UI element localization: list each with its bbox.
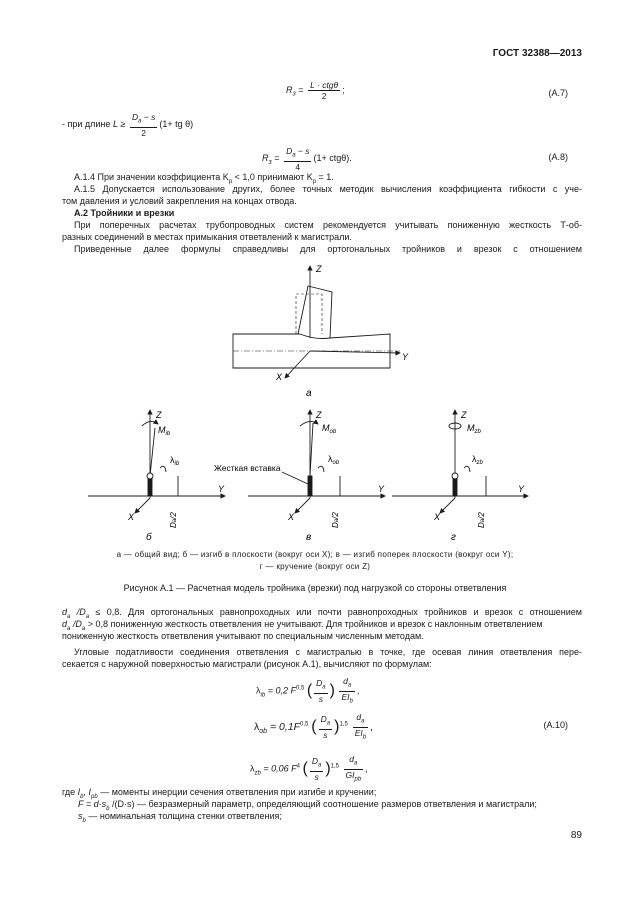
equation-number-a7: (A.7) xyxy=(548,88,568,98)
moment-ob-label: $M_{ob}$ xyxy=(322,423,337,435)
subfig-b-drawing xyxy=(88,410,225,513)
axis-z-label-v: Z xyxy=(316,410,322,420)
rigid-insert-label: Жесткая вставка xyxy=(214,463,281,473)
axis-x-label-g: X xyxy=(434,512,441,522)
para-a15-line2: том давления и условий закрепления на концах отвода. xyxy=(62,196,297,206)
axis-z-label-b: Z xyxy=(156,410,162,420)
axis-x-label-a: X xyxy=(276,372,283,382)
para-a14: А.1.4 При значении коэффициента $K_p < 1,0$ принимают $K_p = 1$. xyxy=(74,172,334,185)
body-p2-line2: секается с наружной поверхностью магистрали (рисунок А.1), вычисляют по формулам: xyxy=(62,659,432,669)
figure-a1 xyxy=(0,258,630,558)
def-wall-thickness: $s_b$ — номинальная толщина стенки ответвления; xyxy=(78,811,282,824)
figure-caption: Рисунок А.1 — Расчетная модель тройника (врезки) под нагрузкой со стороны ответвления xyxy=(123,583,507,593)
length-condition: - при длине L ≥ $\frac{D_a - s}{2}$ (1+ tg θ) xyxy=(62,112,194,138)
subfig-label-g: г xyxy=(451,532,456,543)
figure-legend-line2: г — кручение (вокруг оси Z) xyxy=(259,562,371,571)
subfig-label-a: а xyxy=(306,388,312,399)
moment-zb-label: $M_{zb}$ xyxy=(467,423,481,435)
axis-x-label-v: X xyxy=(288,512,295,522)
subfig-v-drawing xyxy=(248,410,385,513)
def-inertia: где $I_b$, $I_{pb}$ — моменты инерции сечения ответвления при изгибе и кручении; xyxy=(62,787,377,800)
para-a2-line1: При поперечных расчетах трубопроводных систем рекомендуется учитывать пониженную жесткость Т-об- xyxy=(74,220,582,230)
body-p1-line3: пониженную жесткость ответвления учитывают по специальным численным методам. xyxy=(62,631,424,641)
lambda-ob-label: $\lambda_{ob}$ xyxy=(328,454,340,466)
axis-y-label-a: Y xyxy=(402,352,409,362)
da2-label-g: Da/2 xyxy=(477,512,486,528)
equation-number-a8: (A.8) xyxy=(548,152,568,162)
lambda-zb-label: $\lambda_{zb}$ xyxy=(472,454,483,466)
subfig-label-b: б xyxy=(146,532,152,543)
equation-a10-zb: $\lambda_{zb} = 0,06$ $F^4$ ( $\frac{D_a}{s}$ )$^{1,5}$ $\frac{d_a}{GI_{pb}}$ , xyxy=(250,754,368,783)
para-a15-line1: А.1.5 Допускается использование других, более точных методик вычисления коэффициента гибкости с уче- xyxy=(74,184,582,194)
axis-y-label-b: Y xyxy=(218,484,225,494)
axis-y-label-g: Y xyxy=(518,484,525,494)
axis-z-label-g: Z xyxy=(461,410,467,420)
equation-a7: $R_з$ = $\frac{\text{L · ctgθ}}{2}$ ; xyxy=(286,80,345,101)
lambda-ib-label: $\lambda_{ib}$ xyxy=(170,455,180,467)
da2-label-b: Da/2 xyxy=(169,512,178,528)
gost-header: ГОСТ 32388—2013 xyxy=(492,48,582,59)
section-a2-title: А.2 Тройники и врезки xyxy=(74,208,175,218)
axis-y-label-v: Y xyxy=(378,484,385,494)
equation-a10-ob: $\lambda_{ob} = 0,1F^{0,5}$ ( $\frac{D_a}{s}$ )$^{1,5}$ $\frac{d_a}{EI_b}$ , xyxy=(254,712,373,741)
axis-x-label-b: X xyxy=(128,512,135,522)
body-p2-line1: Угловые податливости соединения ответвления с магистралью в точке, где осевая линия ответвления пере- xyxy=(74,647,582,657)
para-a2-line3: Приведенные далее формулы справедливы для ортогональных тройников и врезок с отношением xyxy=(74,244,582,254)
subfig-g-drawing xyxy=(392,410,528,513)
moment-ib-label: $M_{ib}$ xyxy=(158,425,171,437)
page-number: 89 xyxy=(570,830,582,841)
equation-a10-ib: $\lambda_{ib} = 0,2$ F$^{0,5}$ ( $\frac{D_a}{s}$ ) $\frac{d_a}{EI_b}$ , xyxy=(256,676,360,705)
def-f-param: $F = d\cdot s_b$ /(D·s) — безразмерный параметр, определяющий соотношение размеров ответвления и магистрали; xyxy=(78,799,537,812)
para-a2-line2: разных соединений в местах примыкания ответвлений к магистрали. xyxy=(62,232,352,242)
body-p1-line2: $d_a$ $/D_a > 0,8$ пониженную жесткость ответвления не учитывают. Для тройников и врезок с наклонным ответвлением xyxy=(62,619,543,632)
axis-z-label-a: Z xyxy=(316,264,322,274)
equation-a8: $R_з$ = $\frac{D_a - s}{4}$ (1+ ctgθ). xyxy=(262,146,352,172)
da2-label-v: Da/2 xyxy=(331,512,340,528)
equation-number-a10: (A.10) xyxy=(543,720,568,730)
general-view-drawing xyxy=(233,266,400,378)
body-p1-line1: $d_a$ $/D_a \le 0,8$. Для ортогональных равнопроходных или почти равнопроходных тройников и врезок с отношением xyxy=(62,607,582,620)
subfig-label-v: в xyxy=(306,532,312,543)
figure-legend-line1: а — общий вид; б — изгиб в плоскости (вокруг оси X); в — изгиб поперек плоскости (вокруг оси Y); xyxy=(116,550,514,559)
